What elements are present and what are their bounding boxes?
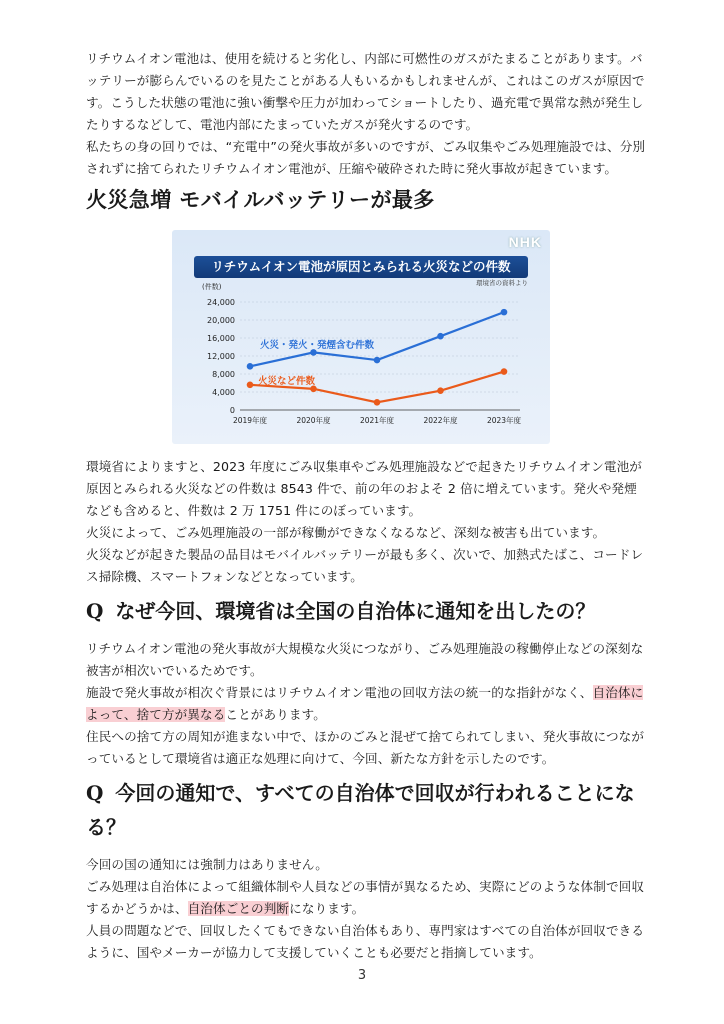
question-title-2: 今回の通知で、すべての自治体で回収が行われることになる？ <box>86 781 635 839</box>
q2-paragraph-1: 今回の国の通知には強制力はありません。 <box>86 857 328 872</box>
q2-text-after: になります。 <box>289 901 365 916</box>
q2-text-before: ごみ処理は自治体によって組織体制や人員などの事情が異なるため、実際にどのような体制で回収するかどうかは、 <box>86 879 645 916</box>
question-title-1: なぜ今回、環境省は全国の自治体に通知を出したの？ <box>115 599 596 623</box>
y-tick-label: 8,000 <box>212 370 235 379</box>
nhk-logo: NHK <box>508 234 542 250</box>
section-heading-fires: 火災急増 モバイルバッテリーが最多 <box>86 188 435 212</box>
chart-title-banner: リチウムイオン電池が原因とみられる火災などの件数 <box>194 256 528 278</box>
body-paragraph-2: 火災によって、ごみ処理施設の一部が稼働ができなくなるなど、深刻な被害も出ています。 <box>86 525 606 540</box>
data-point <box>501 309 508 316</box>
intro-paragraph-1: リチウムイオン電池は、使用を続けると劣化し、内部に可燃性のガスがたまることがあります。バッテリーが膨らんでいるのを見たことがある人もいるかもしれませんが、これはこのガスが原因です。こうした状態の電池に強い衝撃や圧力が加わってショートしたり、過充電で異常な熱が発生したりするなどして、電池内部にたまっていたガスが発火するのです。 <box>86 51 645 132</box>
q-mark: Q <box>86 599 104 623</box>
intro-paragraph-2: 私たちの身の回りでは、“充電中”の発火事故が多いのですが、ごみ収集やごみ処理施設では、分別されずに捨てられたリチウムイオン電池が、圧縮や破砕された時に発火事故が起きています。 <box>86 139 646 176</box>
y-tick-label: 16,000 <box>207 334 235 343</box>
body-paragraph-1: 環境省によりますと、2023 年度にごみ収集車やごみ処理施設などで起きたリチウムイオン電池が原因とみられる火災などの件数は 8543 件で、前の年のおよそ 2 倍に増えています。発火や発煙なども含めると、件数は 2 万 1751 件にのぼっています。 <box>86 459 642 518</box>
x-tick-label: 2023年度 <box>486 416 522 425</box>
q1-paragraph-2 <box>86 682 646 726</box>
data-point <box>501 368 508 375</box>
q1-text-before: 施設で発火事故が相次ぐ背景にはリチウムイオン電池の回収方法の統一的な指針がなく、 <box>86 685 593 700</box>
q2-paragraph-2 <box>86 876 646 920</box>
y-tick-label: 4,000 <box>212 388 235 397</box>
body-paragraph-3: 火災などが起きた製品の品目はモバイルバッテリーが最も多く、次いで、加熱式たばこ、コードレス掃除機、スマートフォンなどとなっています。 <box>86 547 644 584</box>
x-tick-label: 2019年度 <box>232 416 268 425</box>
series-label: 火災・発火・発煙含む件数 <box>260 340 375 351</box>
question-heading-1 <box>86 594 646 628</box>
chart-source-note: 環境省の資料より <box>476 279 528 287</box>
y-tick-label: 0 <box>229 406 235 415</box>
data-point <box>374 357 381 364</box>
x-tick-label: 2022年度 <box>423 416 458 425</box>
chart-figure <box>172 230 550 444</box>
q1-paragraph-1: リチウムイオン電池の発火事故が大規模な火災につながり、ごみ処理施設の稼働停止などの深刻な被害が相次いでいるためです。 <box>86 641 644 678</box>
line-chart <box>172 230 550 444</box>
q1-paragraph-3: 住民への捨て方の周知が進まない中で、ほかのごみと混ぜて捨てられてしまい、発火事故につながっているとして環境省は適正な処理に向けて、今回、新たな方針を示したのです。 <box>86 729 645 766</box>
question-heading-2 <box>86 776 646 844</box>
x-tick-label: 2021年度 <box>359 416 395 425</box>
y-tick-label: 12,000 <box>207 352 235 361</box>
data-point <box>374 399 381 406</box>
q2-paragraph-3: 人員の問題などで、回収したくてもできない自治体もあり、専門家はすべての自治体が回収できるように、国やメーカーが協力して支援していくことも必要だと指摘しています。 <box>86 923 645 960</box>
data-point <box>247 363 254 370</box>
x-tick-label: 2020年度 <box>296 416 331 425</box>
data-point <box>437 387 444 394</box>
page-number: 3 <box>357 968 367 983</box>
data-point <box>437 333 444 340</box>
y-tick-label: 24,000 <box>207 298 235 307</box>
q1-text-after: ことがあります。 <box>225 707 326 722</box>
q-mark: Q <box>86 781 104 805</box>
document-body <box>86 48 646 964</box>
chart-unit-label: (件数) <box>202 283 222 291</box>
series-label: 火災など件数 <box>258 376 316 387</box>
q1-highlight: 自治体によって、捨て方が異なる <box>86 685 644 722</box>
y-tick-label: 20,000 <box>207 316 235 325</box>
q2-highlight: 自治体ごとの判断 <box>187 901 290 916</box>
data-point <box>247 382 254 389</box>
